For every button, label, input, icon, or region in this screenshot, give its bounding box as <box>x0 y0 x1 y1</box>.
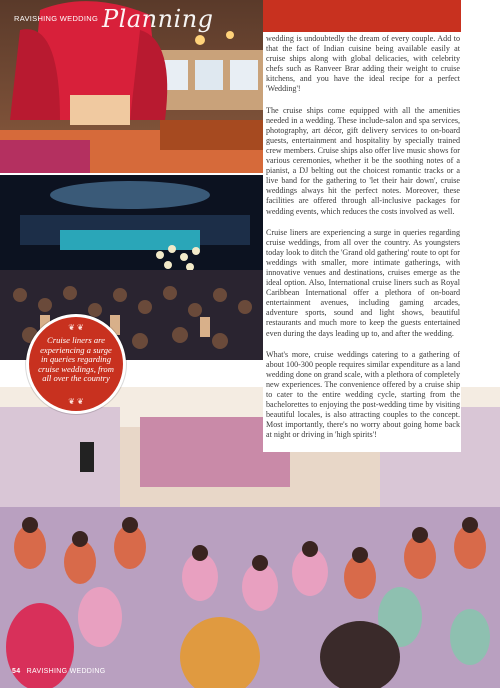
pull-quote-text: Cruise liners are experiencing a surge in queries regarding cruise weddings, from all over the country <box>38 335 114 384</box>
article-paragraph: What's more, cruise weddings catering to a gathering of about 100-300 people requires similar expenditure as a land wedding done on grand scale, with a plethora of completely new experiences. The convenience offered by a cruise ship to cater to the entire wedding cycle, starting from the bachelorettes to enjoying the post-wedding time by visiting beautiful locales, is also attracting couples to the concept. Most importantly, there's no worry about going home back at night or driving in 'high spirits'! <box>266 349 460 440</box>
ornament-icon: ❦ ❦ <box>68 397 84 406</box>
header-section-title: Planning <box>102 5 214 33</box>
pull-quote <box>26 314 126 414</box>
accent-header-bar <box>263 0 461 32</box>
header-brand: RAVISHING WEDDING <box>14 14 99 23</box>
ornament-icon: ❦ ❦ <box>68 323 84 332</box>
article-body <box>266 34 460 451</box>
page-number: 54 <box>12 668 21 675</box>
article-paragraph: Cruise liners are experiencing a surge in queries regarding cruise weddings, from all over the country. As youngsters today look to ditch the 'Grand old gathering' route to opt for weddings with smaller, more intimate gatherings, with innovative venues and destinations, cruises emerge as the ideal option. Also, International cruise liners such as Royal Caribbean International offer a plethora of on-board entertainment avenues, including gaming arcades, adventure sports, sound and light shows, beautiful restaurants and much more to keep the guests entertained even during the days leading up to, and after the wedding. <box>266 227 460 338</box>
article-paragraph: The cruise ships come equipped with all the amenities needed in a wedding. These include-salon and spa services, photography, art décor, gift delivery services to on-board guests, entertainment and hospitality by specially trained crew members. Cruise ships also offer live music shows for various ceremonies, whether it be the soothing notes of a pianist, a DJ belting out the choicest romantic tracks or a live band for the gathering to 'let their hair down', cruise weddings always hit the perfect notes. Moreover, these facilities are offered through all-inclusive packages for wedding events, which reduces the costs involved as well. <box>266 105 460 216</box>
footer-brand: RAVISHING WEDDING <box>26 668 106 675</box>
page-footer <box>12 668 106 675</box>
article-paragraph: wedding is undoubtedly the dream of every couple. Add to that the fact of Indian cuisine being available easily at cruise ships along with global delicacies, with celebrity chefs such as Ranveer Brar adding their weight to cruise kitchens, and you have the ideal recipe for a perfect 'Wedding'! <box>266 34 460 94</box>
